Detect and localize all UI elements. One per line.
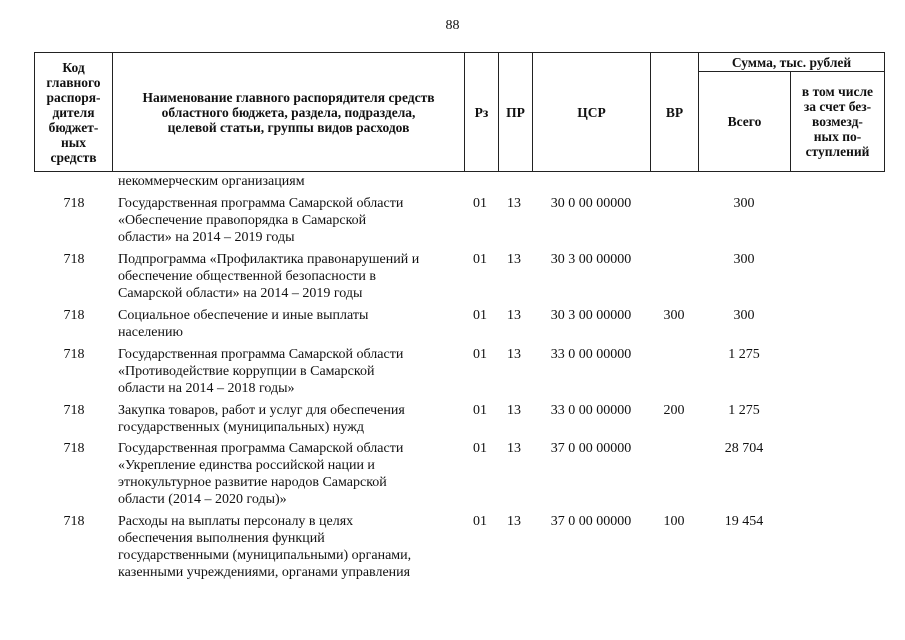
cell-rz: 01 [473, 441, 487, 456]
cell-pr: 13 [507, 403, 521, 418]
header-pr: ПР [499, 53, 533, 172]
table-header [34, 52, 885, 172]
cell-total: 28 704 [724, 441, 764, 456]
cell-csr: 37 0 00 00000 [550, 441, 632, 456]
cell-name: Подпрограмма «Профилактика правонарушений и обеспечение общественной безопасности в Самарской области» на 2014 – 2019 годы [118, 252, 420, 301]
cell-pr: 13 [507, 308, 521, 323]
cell-pr: 13 [507, 252, 521, 267]
cell-code: 718 [63, 252, 85, 267]
cell-vr: 100 [663, 514, 685, 529]
cell-csr: 33 0 00 00000 [550, 403, 632, 418]
cell-name: Государственная программа Самарской области «Укрепление единства российской нации и этнокультурное развитие народов Самарской области (2014 – 2020 годы)» [118, 441, 404, 507]
cell-rz: 01 [473, 252, 487, 267]
cell-code: 718 [63, 347, 85, 362]
cell-rz: 01 [473, 196, 487, 211]
header-free: в том числе за счет без- возмезд- ных по- ступлений [791, 72, 885, 172]
header-sum: Сумма, тыс. рублей [699, 53, 885, 72]
cell-code: 718 [63, 514, 85, 529]
header-vr: ВР [651, 53, 699, 172]
cell-vr: 300 [663, 308, 685, 323]
cell-total: 300 [733, 308, 755, 323]
cell-name: Государственная программа Самарской области «Обеспечение правопорядка в Самарской области» на 2014 – 2019 годы [118, 196, 404, 245]
header-code: Код главного распоря- дителя бюджет- ных средств [35, 53, 113, 172]
cell-total: 300 [733, 196, 755, 211]
cell-name: Закупка товаров, работ и услуг для обеспечения государственных (муниципальных) нужд [118, 403, 405, 435]
cell-rz: 01 [473, 514, 487, 529]
cell-vr: 200 [663, 403, 685, 418]
cell-name: Расходы на выплаты персоналу в целях обеспечения выполнения функций государственными (муниципальными) органами, казенными учреждениями, органами управления [118, 514, 412, 580]
cell-total: 1 275 [728, 347, 760, 362]
cell-code: 718 [63, 403, 85, 418]
cell-csr: 30 3 00 00000 [550, 308, 632, 323]
cell-code: 718 [63, 441, 85, 456]
cell-code: 718 [63, 196, 85, 211]
page-number: 88 [445, 18, 460, 33]
header-total: Всего [699, 72, 791, 172]
cell-pr: 13 [507, 514, 521, 529]
continuation-text: некоммерческим организациям [118, 174, 305, 189]
cell-csr: 30 0 00 00000 [550, 196, 632, 211]
header-rz: Рз [465, 53, 499, 172]
cell-total: 300 [733, 252, 755, 267]
cell-pr: 13 [507, 196, 521, 211]
cell-rz: 01 [473, 403, 487, 418]
header-name: Наименование главного распорядителя средств областного бюджета, раздела, подраздела, целевой статьи, группы видов расходов [113, 53, 465, 172]
cell-rz: 01 [473, 308, 487, 323]
cell-name: Государственная программа Самарской области «Противодействие коррупции в Самарской области на 2014 – 2018 годы» [118, 347, 404, 396]
cell-code: 718 [63, 308, 85, 323]
cell-total: 19 454 [724, 514, 764, 529]
cell-pr: 13 [507, 347, 521, 362]
cell-rz: 01 [473, 347, 487, 362]
cell-csr: 30 3 00 00000 [550, 252, 632, 267]
cell-csr: 33 0 00 00000 [550, 347, 632, 362]
cell-name: Социальное обеспечение и иные выплаты населению [118, 308, 369, 340]
header-csr: ЦСР [533, 53, 651, 172]
cell-pr: 13 [507, 441, 521, 456]
cell-total: 1 275 [728, 403, 760, 418]
cell-csr: 37 0 00 00000 [550, 514, 632, 529]
